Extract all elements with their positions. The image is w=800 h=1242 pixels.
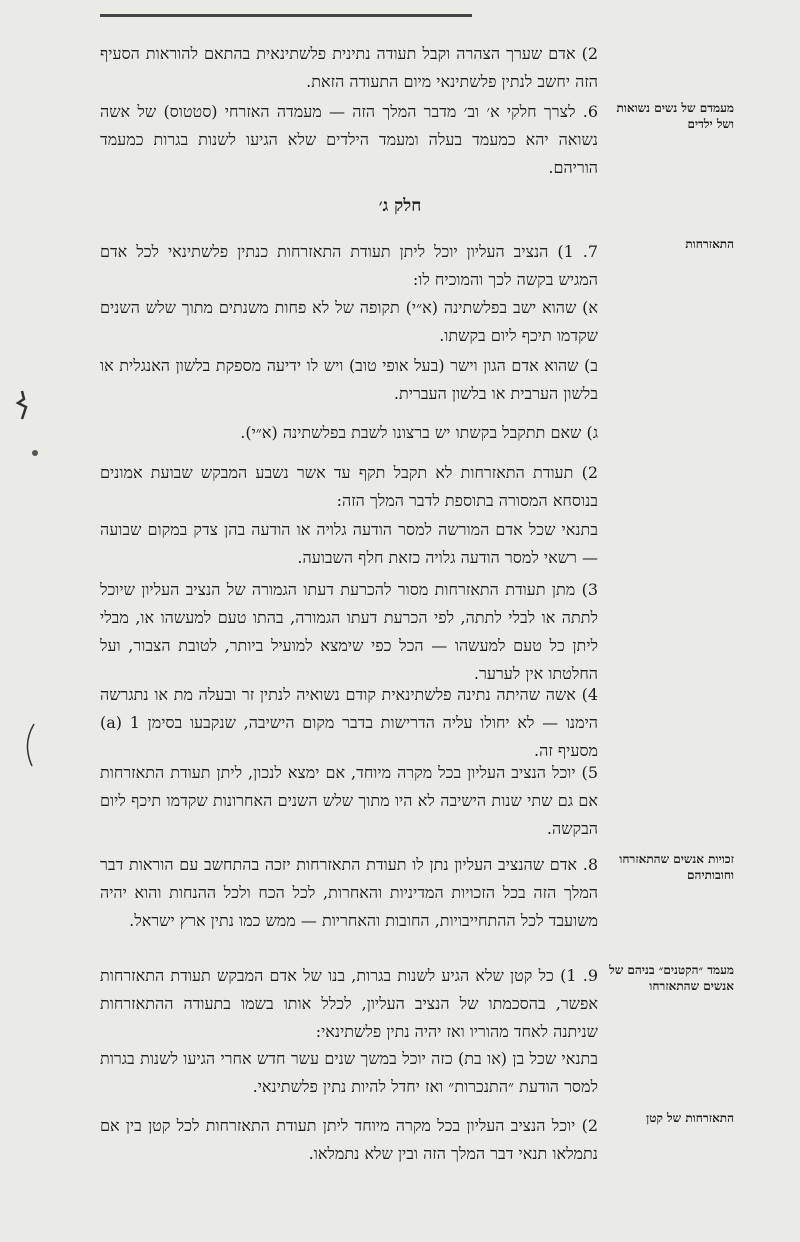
- top-rule: [100, 14, 472, 17]
- section-heading: חלק ג׳: [378, 196, 422, 216]
- margin-note-minor-naturalization: התאזרחות של קטן: [646, 1111, 734, 1125]
- paragraph-7-2: 2) תעודת התאזרחות לא תקבל תקף עד אשר נשבע המבקש שבועת אמונים בנוסחא המסורה בתוספת לדבר המלך הזה:: [100, 463, 598, 510]
- paragraph-9-1-proviso: בתנאי שכל בן (או בת) כזה יוכל במשך שנים עשר חדש אחרי הגיעו לשנות בגרות למסר הודעת ״התנכרות״ ואז יחדל להיות נתין פלשתינאי.: [100, 1049, 598, 1096]
- paragraph-7-4: 4) אשה שהיתה נתינה פלשתינאית קודם נשואיה לנתין זר ובעלה מת או נתגרשה הימנו — לא יחולו עליה הדרישות בדבר מקום הישיבה, שנקבעו בסימן 1 (a) מסעיף זה.: [100, 685, 599, 760]
- paragraph-7-1-c: ג) שאם תתקבל בקשתו יש ברצונו לשבת בפלשתינה (א״י).: [240, 423, 598, 442]
- paragraph-9-2: 2) יוכל הנציב העליון בכל מקרה מיוחד ליתן תעודת התאזרחות לכל קטן בין אם נתמלאו תנאי דבר המלך הזה ובין שלא נתמלאו.: [100, 1116, 598, 1163]
- paragraph-6: 6. לצרך חלקי א׳ וב׳ מדבר המלך הזה — מעמדה האזרחי (סטטוס) של אשה נשואה יהא כמעמד בעלה ומעמד הילדים שלא הגיעו לשנות בגרות כמעמד הוריהם.: [100, 102, 599, 177]
- paragraph-5-2: 2) אדם שערך הצהרה וקבל תעודה נתינית פלשתינאית בהתאם להוראות הסעיף הזה יחשב לנתין פלשתינאי מיום התעודה הזאת.: [100, 44, 598, 91]
- paragraph-7-1-a: א) שהוא ישב בפלשתינה (א״י) תקופה של לא פחות משנתים מתוך שלש השנים שקדמו תיכף ליום בקשתו.: [100, 298, 598, 345]
- scan-dot-icon: [30, 448, 40, 458]
- scan-mark-arc-icon: [20, 720, 40, 770]
- paragraph-9-1: 9. 1) כל קטן שלא הגיע לשנות בגרות, בנו של אדם המבקש תעודת התאזרחות אפשר, בהסכמתו של הנציב העליון, לכלל אותו בשמו בתעודה ההתאזרחות שניתנה לאחד מהוריו ואז יהיה נתין פלשתינאי:: [100, 966, 599, 1041]
- paragraph-7-1: 7. 1) הנציב העליון יוכל ליתן תעודת התאזרחות כנתין פלשתינאי לכל אדם המגיש בקשה לכך והמוכיח לו:: [100, 242, 598, 289]
- paragraph-8: 8. אדם שהנציב העליון נתן לו תעודת התאזרחות יזכה בהתחשב עם הוראות דבר המלך הזה בכל הזכויות המדיניות והאחרות, לכל הכח ולכל ההנחות והוא יהיה משועבד לכל ההתחייבויות, החובות והאחריות — ממש כמו נתין ארץ ישראל.: [100, 855, 599, 930]
- paragraph-7-3: 3) מתן תעודת התאזרחות מסור להכרעת דעתו הגמורה של הנציב העליון שיוכל לתתה או לבלי לתתה, לפי הכרעת דעתו הגמורה, בהתו טעם למעשהו או, מבלי ליתן כל טעם למעשהו — הכל כפי שימצא למועיל ביותר, לטובת הצבור, ועל החלטתו אין לערער.: [100, 580, 598, 683]
- scan-mark-icon: [8, 385, 38, 425]
- margin-note-minors-status: מעמד ״הקטנים״ בניהם של אנשים שהתאזרחו: [609, 963, 734, 993]
- margin-note-women-children: מעמדם של נשים נשואות ושל ילדים: [616, 101, 734, 131]
- margin-note-naturalization: התאזרחות: [685, 237, 734, 251]
- paragraph-7-5: 5) יוכל הנציב העליון בכל מקרה מיוחד, אם ימצא לנכון, ליתן תעודת התאזרחות אם גם שתי שנות הישיבה לא היו מתוך שלש השנים האחרונות שקדמו תיכף ליום הבקשה.: [100, 763, 598, 838]
- paragraph-7-1-b: ב) שהוא אדם הגון וישר (בעל אופי טוב) ויש לו ידיעה מספקת בלשון האנגלית או בלשון הערבית או בלשון העברית.: [100, 356, 598, 403]
- margin-note-rights-duties: זכויות אנשים שהתאזרחו וחובותיהם: [619, 852, 734, 882]
- paragraph-7-2-proviso: בתנאי שכל אדם המורשה למסר הודעה גלויה או הודעה בהן צדק במקום שבועה — רשאי למסר הודעה גלויה כזאת חלף השבועה.: [100, 520, 598, 567]
